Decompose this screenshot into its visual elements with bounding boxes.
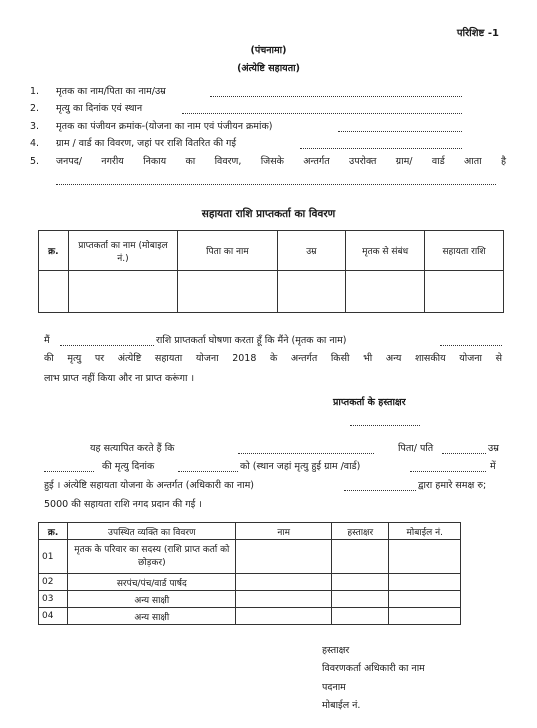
item-5-blank [56,184,496,185]
verify-line3-b: द्वारा हमारे समक्ष रु; [418,480,487,491]
witness-table-header [39,523,461,540]
declaration-line3: लाभ प्राप्त नहीं किया और ना प्राप्त करूंगा । [44,373,195,384]
recipient-table [38,230,504,313]
item-2-num: 2. [30,103,40,114]
witness-col-desc: उपस्थित व्यक्ति का विवरण [68,523,236,540]
item-3-blank [338,131,462,132]
verify-date-blank [178,471,238,472]
witness-row [39,540,461,574]
witness-col-mobile: मोबाईल नं. [389,523,461,540]
recipient-table-header [39,231,504,271]
item-5-text: जनपद/ नगरीय निकाय का विवरण, जिसके अन्तर्गत उपरोक्त ग्राम/ वार्ड आता है [56,156,506,167]
col-father-name: पिता का नाम [178,231,277,271]
officer-name: विवरणकर्ता अधिकारी का नाम [322,663,425,674]
witness-row [39,591,461,608]
verify-line2-c: में [490,461,496,472]
cell-serial[interactable] [39,271,69,313]
recipient-table-row [39,271,504,313]
declaration-line2: की मृत्यु पर अंत्येष्टि सहायता योजना 2018 के अन्तर्गत किसी भी अन्य शासकीय योजना से [44,353,502,364]
col-recipient-name: प्राप्तकर्ता का नाम (मोबाइल नं.) [68,231,178,271]
verify-line2-a: की मृत्यु दिनांक [102,461,155,472]
verify-age-blank [44,471,94,472]
verify-line4: 5000 की सहायता राशि नगद प्रदान की गई । [44,499,202,510]
witness-col-signature: हस्ताक्षर [332,523,389,540]
witness-row-mobile[interactable] [389,608,461,625]
item-1-text: मृतक का नाम/पिता का नाम/उम्र [56,86,166,97]
witness-row-desc: मृतक के परिवार का सदस्य (राशि प्राप्त कर्ता को छोड़कर) [68,540,236,574]
declaration-line1-a: मैं [44,335,50,346]
title-antyeshti: (अंत्येष्टि सहायता) [237,63,300,74]
witness-row-name[interactable] [236,591,332,608]
witness-row-desc: अन्य साक्षी [68,608,236,625]
witness-col-name: नाम [236,523,332,540]
item-3-num: 3. [30,121,40,132]
officer-signature: हस्ताक्षर [322,645,350,656]
verify-line2-b: को (स्थान जहां मृत्यु हुई ग्राम /वार्ड) [240,461,361,472]
witness-row-name[interactable] [236,574,332,591]
title-panchnama: (पंचनामा) [250,45,287,56]
verify-name-blank [238,453,374,454]
verify-father-blank [442,453,486,454]
cell-amount[interactable] [425,271,504,313]
item-1-num: 1. [30,86,40,97]
witness-row-name[interactable] [236,608,332,625]
witness-row-signature[interactable] [332,591,389,608]
witness-row-num: 03 [39,591,68,608]
item-2-blank [182,113,462,114]
witness-row [39,574,461,591]
recipient-signature-line [350,425,420,426]
witness-row-mobile[interactable] [389,574,461,591]
item-4-num: 4. [30,138,40,149]
witness-row [39,608,461,625]
witness-row-desc: अन्य साक्षी [68,591,236,608]
witness-row-num: 02 [39,574,68,591]
witness-row-num: 04 [39,608,68,625]
witness-row-name[interactable] [236,540,332,574]
col-amount: सहायता राशि [425,231,504,271]
item-4-text: ग्राम / वार्ड का विवरण, जहां पर राशि वितरित की गई [56,138,237,149]
witness-row-mobile[interactable] [389,591,461,608]
verify-line3-a: हुई । अंत्येष्टि सहायता योजना के अन्तर्गत (अधिकारी का नाम) [44,480,254,491]
verify-line1-b: पिता/ पति [398,443,434,454]
witness-table [38,522,461,625]
verify-place-blank [410,471,486,472]
item-2-text: मृत्यु का दिनांक एवं स्थान [56,103,143,114]
witness-row-desc: सरपंच/पंच/वार्ड पार्षद [68,574,236,591]
verify-line1-a: यह सत्यापित करते हैं कि [90,443,175,454]
witness-row-signature[interactable] [332,608,389,625]
item-1-blank [210,96,462,97]
witness-row-signature[interactable] [332,540,389,574]
cell-father-name[interactable] [178,271,277,313]
declaration-deceased-blank [440,345,502,346]
verify-officer-blank [344,490,416,491]
cell-recipient-name[interactable] [68,271,178,313]
declaration-name-blank [60,345,154,346]
verify-line1-c: उम्र [488,443,499,454]
item-3-text: मृतक का पंजीयन क्रमांक-(योजना का नाम एवं पंजीयन क्रमांक) [56,121,273,132]
recipient-signature-label: प्राप्तकर्ता के हस्ताक्षर [333,397,406,408]
col-age: उम्र [277,231,346,271]
recipient-heading: सहायता राशि प्राप्तकर्ता का विवरण [201,208,336,220]
witness-row-mobile[interactable] [389,540,461,574]
officer-designation: पदनाम [322,682,346,693]
appendix-label: परिशिष्ट -1 [456,28,499,39]
cell-age[interactable] [277,271,346,313]
col-relation: मृतक से संबंध [346,231,425,271]
item-4-blank [300,148,462,149]
item-5-num: 5. [30,156,40,167]
officer-mobile: मोबाईल नं. [322,700,361,711]
declaration-line1-b: राशि प्राप्तकर्ता घोषणा करता हूँ कि मैंने (मृतक का नाम) [156,335,347,346]
witness-row-num: 01 [39,540,68,574]
witness-col-serial: क्र. [39,523,68,540]
witness-row-signature[interactable] [332,574,389,591]
cell-relation[interactable] [346,271,425,313]
col-serial: क्र. [39,231,69,271]
